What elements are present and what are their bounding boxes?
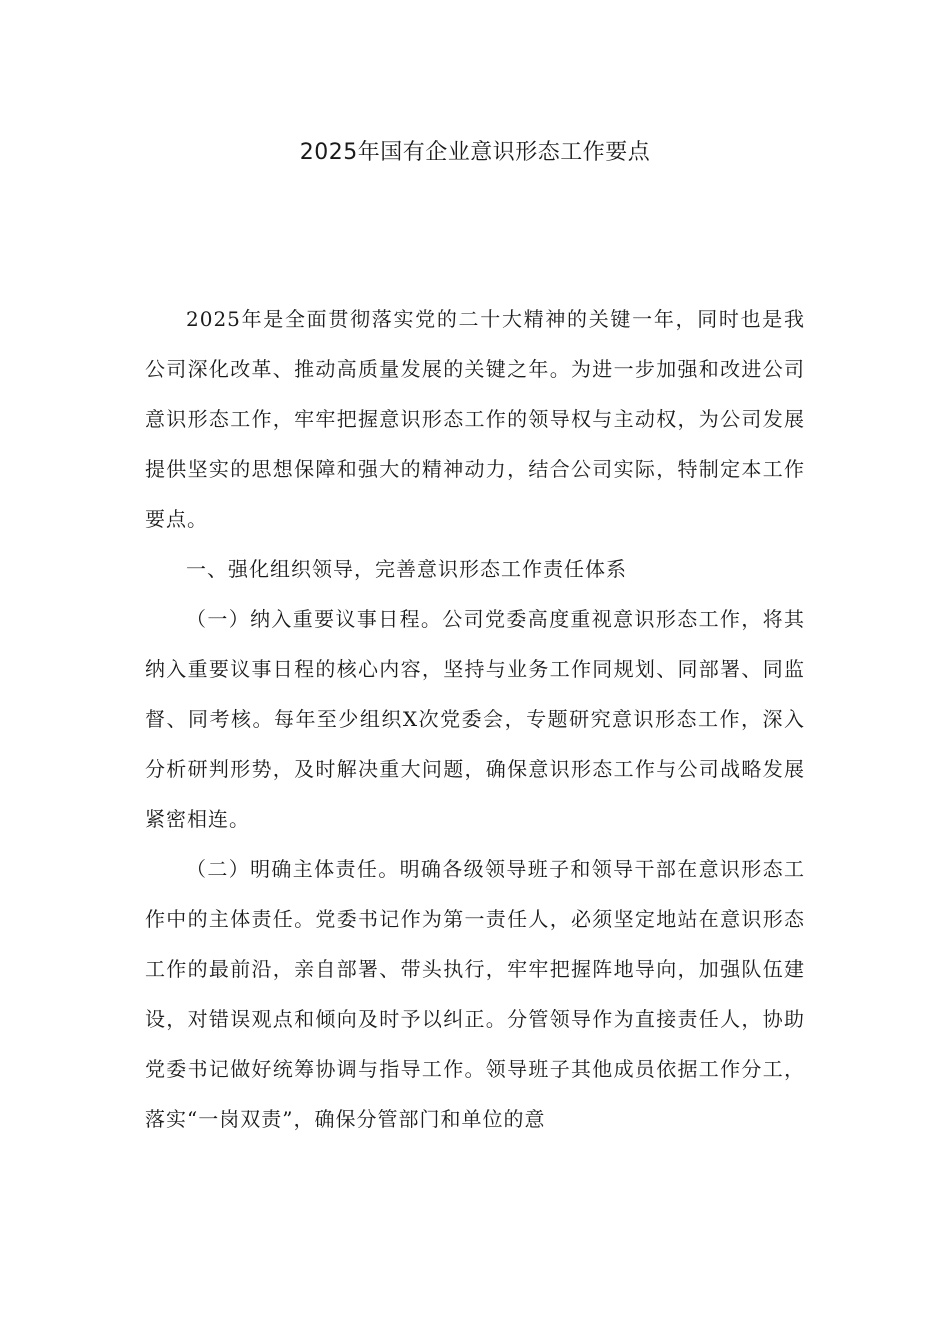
intro-paragraph: 2025年是全面贯彻落实党的二十大精神的关键一年，同时也是我公司深化改革、推动高质量发展的关键之年。为进一步加强和改进公司意识形态工作，牢牢把握意识形态工作的领导权与主动权，为公司发展提供坚实的思想保障和强大的精神动力，结合公司实际，特制定本工作要点。 [145,307,805,531]
document-title: 2025年国有企业意识形态工作要点 [299,140,651,165]
document-body [145,294,805,1144]
item-paragraph: （二）明确主体责任。明确各级领导班子和领导干部在意识形态工作中的主体责任。党委书记作为第一责任人，必须坚定地站在意识形态工作的最前沿，亲自部署、带头执行，牢牢把握阵地导向，加强队伍建设，对错误观点和倾向及时予以纠正。分管领导作为直接责任人，协助党委书记做好统筹协调与指导工作。领导班子其他成员依据工作分工，落实“一岗双责”，确保分管部门和单位的意 [145,857,805,1131]
section-heading: 一、强化组织领导，完善意识形态工作责任体系 [186,557,627,581]
item-paragraph: （一）纳入重要议事日程。公司党委高度重视意识形态工作，将其纳入重要议事日程的核心内容，坚持与业务工作同规划、同部署、同监督、同考核。每年至少组织X次党委会，专题研究意识形态工作，深入分析研判形势，及时解决重大问题，确保意识形态工作与公司战略发展紧密相连。 [145,607,805,831]
